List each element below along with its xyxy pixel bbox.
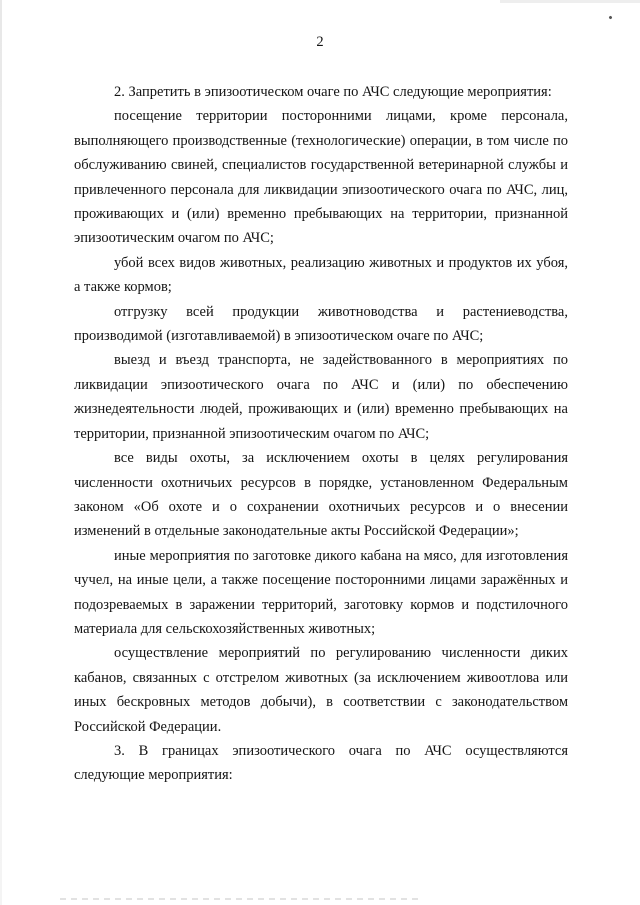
paragraph-visit-ban: посещение территории посторонними лицами, кроме персонала, выполняющего производственные (технологические) операции, в том числе по обслуживанию свиней, специалистов государственной ветеринарной службы и привлеченного персонала для ликвидации эпизоотического очага по АЧС, лиц, проживающих и (или) временно пребывающих на территории, признанной эпизоотическим очагом по АЧС; [74,108,568,247]
paragraph-hunting-ban: все виды охоты, за исключением охоты в целях регулирования численности охотничьих ресурсов в порядке, установленном Федеральным законом «Об охоте и о сохранении охотничьих ресурсов и о внесении изменений в отдельные законодательные акты Российской Федерации»; [74,450,568,540]
paragraph-boar-harvest-ban: иные мероприятия по заготовке дикого кабана на мясо, для изготовления чучел, на иные цели, а также посещение посторонними лицами заражённых и подозреваемых в заражении территорий, заготовку кормов и подстилочного материала для сельскохозяйственных животных; [74,547,568,637]
paragraph-transport-ban: выезд и въезд транспорта, не задействованного в мероприятиях по ликвидации эпизоотического очага по АЧС и (или) по обеспечению жизнедеятельности людей, проживающих и (или) временно пребывающих на территории, признанной эпизоотическим очагом по АЧС; [74,352,568,442]
document-body [74,80,568,788]
page-number: 2 [316,34,324,50]
paragraph-shipment-ban: отгрузку всей продукции животноводства и растениеводства, производимой (изготавливаемой) в эпизоотическом очаге по АЧС; [74,303,568,345]
scan-top-edge [500,0,640,3]
scan-left-edge [0,0,2,905]
scan-speck [608,15,612,19]
paragraph-population-control-ban: осуществление мероприятий по регулированию численности диких кабанов, связанных с отстрелом животных (за исключением живоотлова или иных бескровных методов добычи), в соответствии с законодательством Российской Федерации. [74,645,568,735]
paragraph-item-3: 3. В границах эпизоотического очага по АЧС осуществляются следующие мероприятия: [74,742,568,784]
paragraph-item-2: 2. Запретить в эпизоотическом очаге по АЧС следующие мероприятия: [114,84,552,100]
paragraph-slaughter-ban: убой всех видов животных, реализацию животных и продуктов их убоя, а также кормов; [74,254,568,296]
scan-bottom-artifact [60,898,420,900]
